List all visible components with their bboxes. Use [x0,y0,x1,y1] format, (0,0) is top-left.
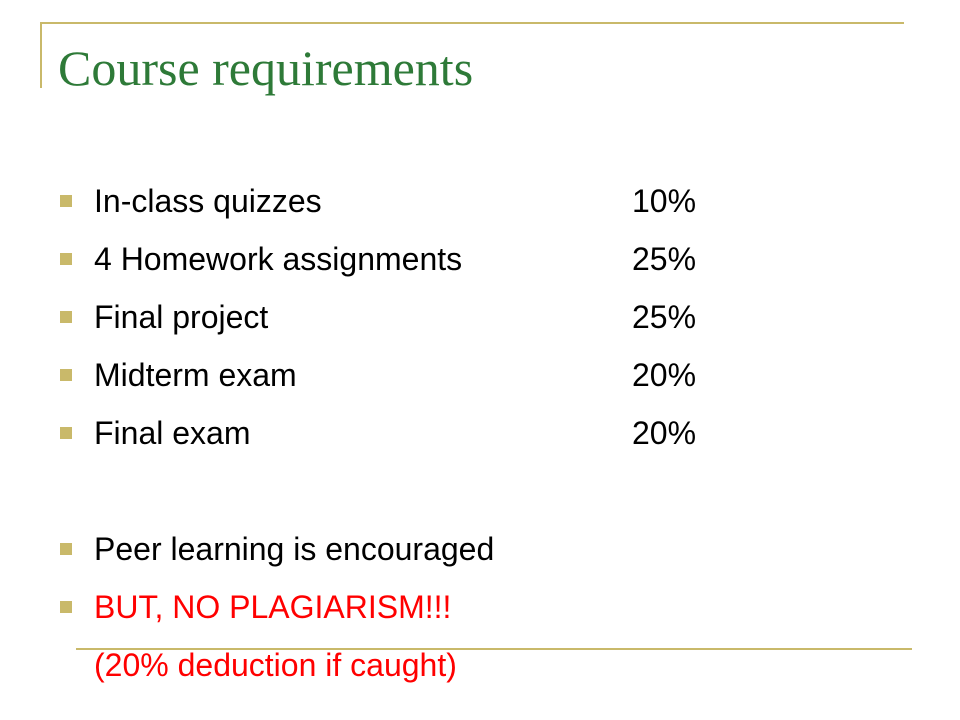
square-bullet-icon [60,427,72,439]
warning-text: BUT, NO PLAGIARISM!!! [94,589,452,625]
grading-item-weight: 20% [632,357,697,393]
grading-item-label: In-class quizzes [94,183,322,219]
square-bullet-icon [60,195,72,207]
grading-item-homework [60,233,880,291]
grading-item-midterm [60,349,880,407]
grading-item-label: 4 Homework assignments [94,241,463,277]
frame-top-line [40,22,904,24]
slide-title: Course requirements [58,40,474,96]
square-bullet-icon [60,543,72,555]
policy-plagiarism-warning [60,581,880,639]
frame-left-line [40,22,42,88]
grading-item-weight: 25% [632,241,697,277]
square-bullet-icon [60,369,72,381]
square-bullet-icon [60,601,72,613]
grading-item-label: Final project [94,299,269,335]
grading-item-label: Midterm exam [94,357,297,393]
grading-item-final-project [60,291,880,349]
grading-item-weight: 10% [632,183,697,219]
grading-item-label: Final exam [94,415,251,451]
grading-item-final-exam [60,407,880,465]
policy-peer-learning [60,523,880,581]
policy-text: Peer learning is encouraged [94,531,495,567]
policy-penalty [60,639,880,697]
requirements-list [60,175,880,697]
penalty-text: (20% deduction if caught) [94,647,457,683]
square-bullet-icon [60,311,72,323]
grading-item-weight: 20% [632,415,697,451]
grading-item-quizzes [60,175,880,233]
grading-item-weight: 25% [632,299,697,335]
square-bullet-icon [60,253,72,265]
